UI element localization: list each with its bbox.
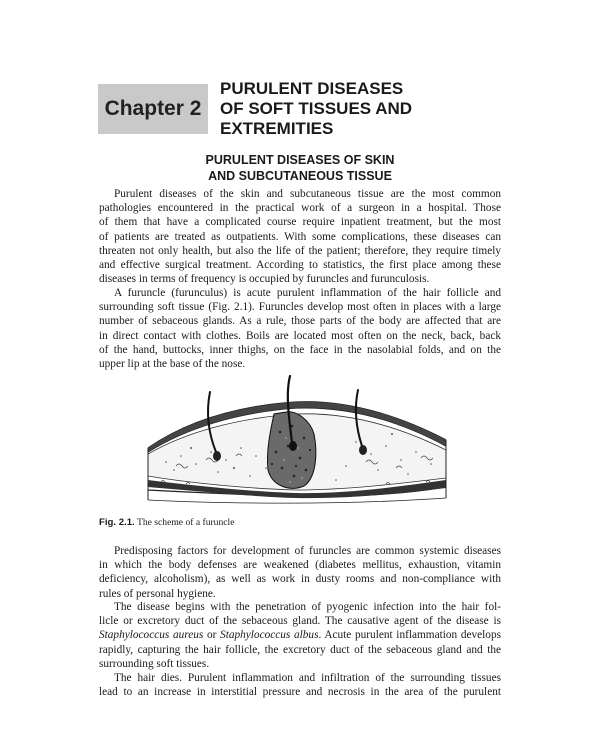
text-line: surrounding soft tissues. — [99, 657, 210, 670]
text-line: in which the body defenses are weakened (diabetes mellitus, exhaustion, vitamin — [99, 559, 501, 572]
text-line: Predisposing factors for development of furuncles are common systemic diseases — [114, 545, 501, 557]
furuncle-diagram — [146, 372, 448, 507]
text-line — [99, 628, 501, 642]
text-line: Purulent diseases of the skin and subcutaneous tissue are the most common — [114, 188, 501, 200]
section-title — [100, 152, 500, 184]
figure-caption-text: The scheme of a furuncle — [136, 517, 235, 528]
text-fragment: . Acute purulent inflammation develops — [318, 629, 501, 642]
text-line: of the hand, buttocks, inner thighs, on the face in the nasolabial folds, and on the — [99, 343, 501, 356]
text-fragment: or — [203, 629, 221, 642]
text-line: threaten not only health, but also the life of the patient; therefore, they require timely — [99, 244, 501, 257]
chapter-title-line: EXTREMITIES — [220, 119, 334, 138]
text-line: The disease begins with the penetration of pyogenic infection into the hair fol- — [114, 601, 501, 613]
text-line: of patients are treated as outpatients. With some complications, these diseases can — [99, 230, 501, 243]
paragraph-intro — [99, 187, 501, 286]
pathogen-name: Staphylococcus albus — [220, 629, 319, 642]
pathogen-name: Staphylococcus aureus — [99, 629, 204, 642]
chapter-title-line: OF SOFT TISSUES AND — [220, 99, 413, 118]
text-line: The hair dies. Purulent inflammation and infiltration of the surrounding tissues — [114, 672, 501, 684]
chapter-label — [98, 84, 208, 134]
paragraph-predisposing-factors — [99, 544, 501, 601]
figure-caption — [99, 517, 234, 528]
text-line: deficiency, alcoholism), as well as work in dusty rooms and non-compliance with — [99, 573, 501, 586]
text-line: rapidly, capturing the hair follicle, the excretory duct of the sebaceous gland and the — [99, 643, 501, 656]
chapter-label-text: Chapter 2 — [104, 97, 202, 120]
text-line: A furuncle (furunculus) is acute purulent inflammation of the hair follicle and — [114, 287, 501, 299]
text-line: of them that have a complicated course require inpatient treatment, but the most — [99, 216, 501, 229]
chapter-title-line: PURULENT DISEASES — [220, 79, 404, 98]
section-title-line: PURULENT DISEASES OF SKIN — [205, 153, 395, 167]
paragraph-hair-dies — [99, 671, 501, 699]
text-line: surrounding soft tissue (Fig. 2.1). Furuncles develop most often in places with a large — [99, 301, 501, 314]
text-line: upper lip at the base of the nose. — [99, 357, 246, 370]
paragraph-disease-onset — [99, 600, 501, 671]
section-title-line: AND SUBCUTANEOUS TISSUE — [208, 169, 392, 183]
text-line: and effective surgical treatment. According to statistics, the first place among these — [99, 258, 501, 271]
text-line: in direct contact with clothes. Boils are located most often on the neck, back, back — [99, 329, 501, 342]
figure-caption-label: Fig. 2.1. — [99, 517, 135, 528]
text-line: lead to an increase in interstitial pressure and necrosis in the area of the purulent — [99, 686, 501, 699]
text-line: rules of personal hygiene. — [99, 587, 216, 600]
text-line: pathologies encountered in the practical work of a surgeon in a hospital. Those — [99, 202, 501, 215]
paragraph-furuncle-definition — [99, 286, 501, 371]
text-line: licle or excretory duct of the sebaceous gland. The causative agent of the disease is — [99, 615, 501, 628]
text-line: number of sebaceous glands. As a rule, those parts of the body are affected that are — [99, 315, 501, 328]
text-line: diseases in terms of frequency is occupied by furuncles and furunculosis. — [99, 273, 430, 286]
chapter-title — [220, 79, 520, 139]
